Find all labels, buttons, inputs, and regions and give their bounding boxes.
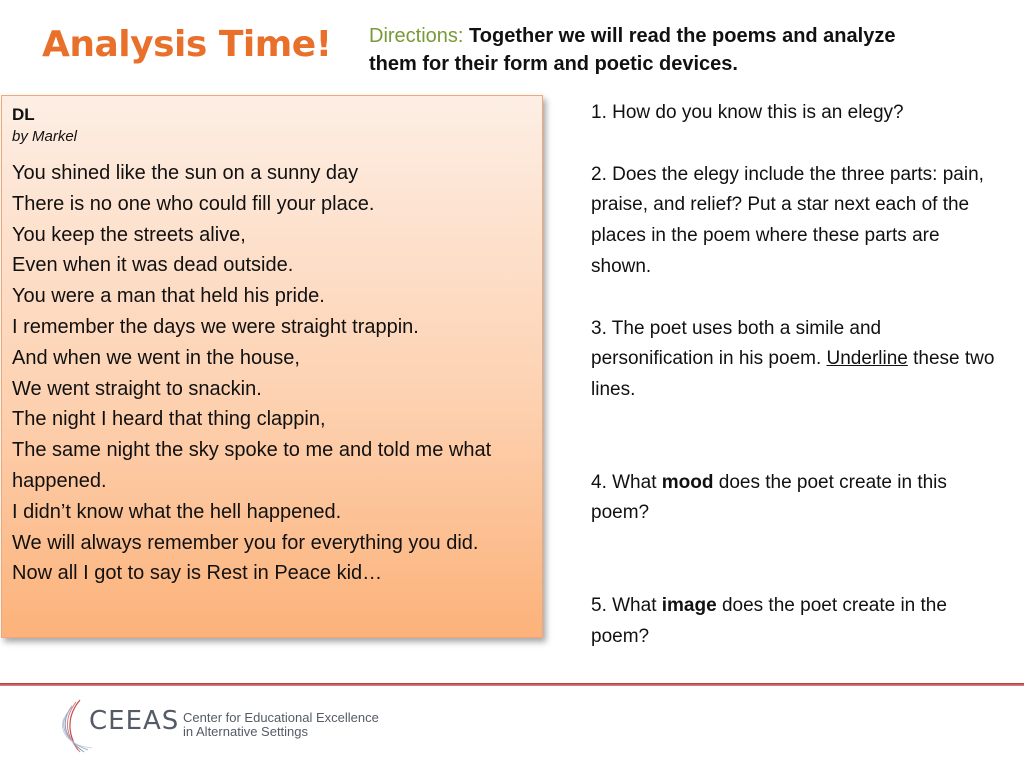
poem-line: You shined like the sun on a sunny day [12, 162, 359, 184]
logo-subtitle-line-2: in Alternative Settings [183, 724, 309, 739]
question-5 [591, 591, 1001, 653]
poem-line: We will always remember you for everything you did. [12, 531, 479, 554]
poem-line: You were a man that held his pride. [12, 285, 325, 308]
question-3-text: 3. The poet uses both a simile and personification in his poem. [591, 317, 882, 370]
question-4 [591, 468, 1001, 530]
question-5-text: 5. What [591, 594, 662, 616]
slide-title: Analysis Time! [42, 24, 332, 65]
poem-author: by Markel [12, 128, 78, 145]
poem-line: I didn’t know what the hell happened. [12, 500, 342, 523]
question-4-bold-word: mood [661, 471, 714, 493]
question-4-text: 4. What [591, 471, 662, 493]
question-1: 1. How do you know this is an elegy? [591, 102, 904, 123]
question-4-end: does the poet create in this poem? [591, 471, 947, 524]
questions-panel [591, 98, 1001, 652]
poem-line: The night I heard that thing clappin, [12, 408, 326, 431]
poem-line: The same night the sky spoke to me and told me what happened. [12, 439, 492, 492]
poem-line: And when we went in the house, [12, 346, 300, 369]
question-5-end: does the poet create in the poem? [591, 594, 947, 647]
poem-body [12, 158, 532, 589]
poem-line: You keep the streets alive, [12, 223, 246, 246]
footer-rule [0, 683, 1024, 686]
question-2: 2. Does the elegy include the three parts: pain, praise, and relief? Put a star next each of the places in the poem where these parts are shown. [591, 163, 984, 277]
poem-line: There is no one who could fill your place. [12, 192, 375, 215]
question-3-underline-word: Underline [826, 348, 908, 370]
logo-wordmark: CEEAS [89, 706, 180, 736]
poem-line: Even when it was dead outside. [12, 254, 294, 277]
directions-text: Together we will read the poems and analyze them for their form and poetic devices. [369, 25, 896, 75]
poem-box [1, 95, 543, 638]
directions [369, 22, 929, 78]
poem-line: We went straight to snackin. [12, 377, 262, 400]
logo-subtitle [183, 711, 379, 739]
poem-line: Now all I got to say is Rest in Peace kid… [12, 562, 383, 585]
poem-title: DL [12, 105, 35, 124]
poem-line: I remember the days we were straight trappin. [12, 315, 419, 338]
directions-label: Directions: [369, 25, 464, 47]
question-3-end: these two lines. [591, 348, 995, 401]
logo-subtitle-line-1: Center for Educational Excellence [183, 710, 379, 725]
question-5-bold-word: image [661, 594, 717, 616]
question-3 [591, 314, 1001, 406]
